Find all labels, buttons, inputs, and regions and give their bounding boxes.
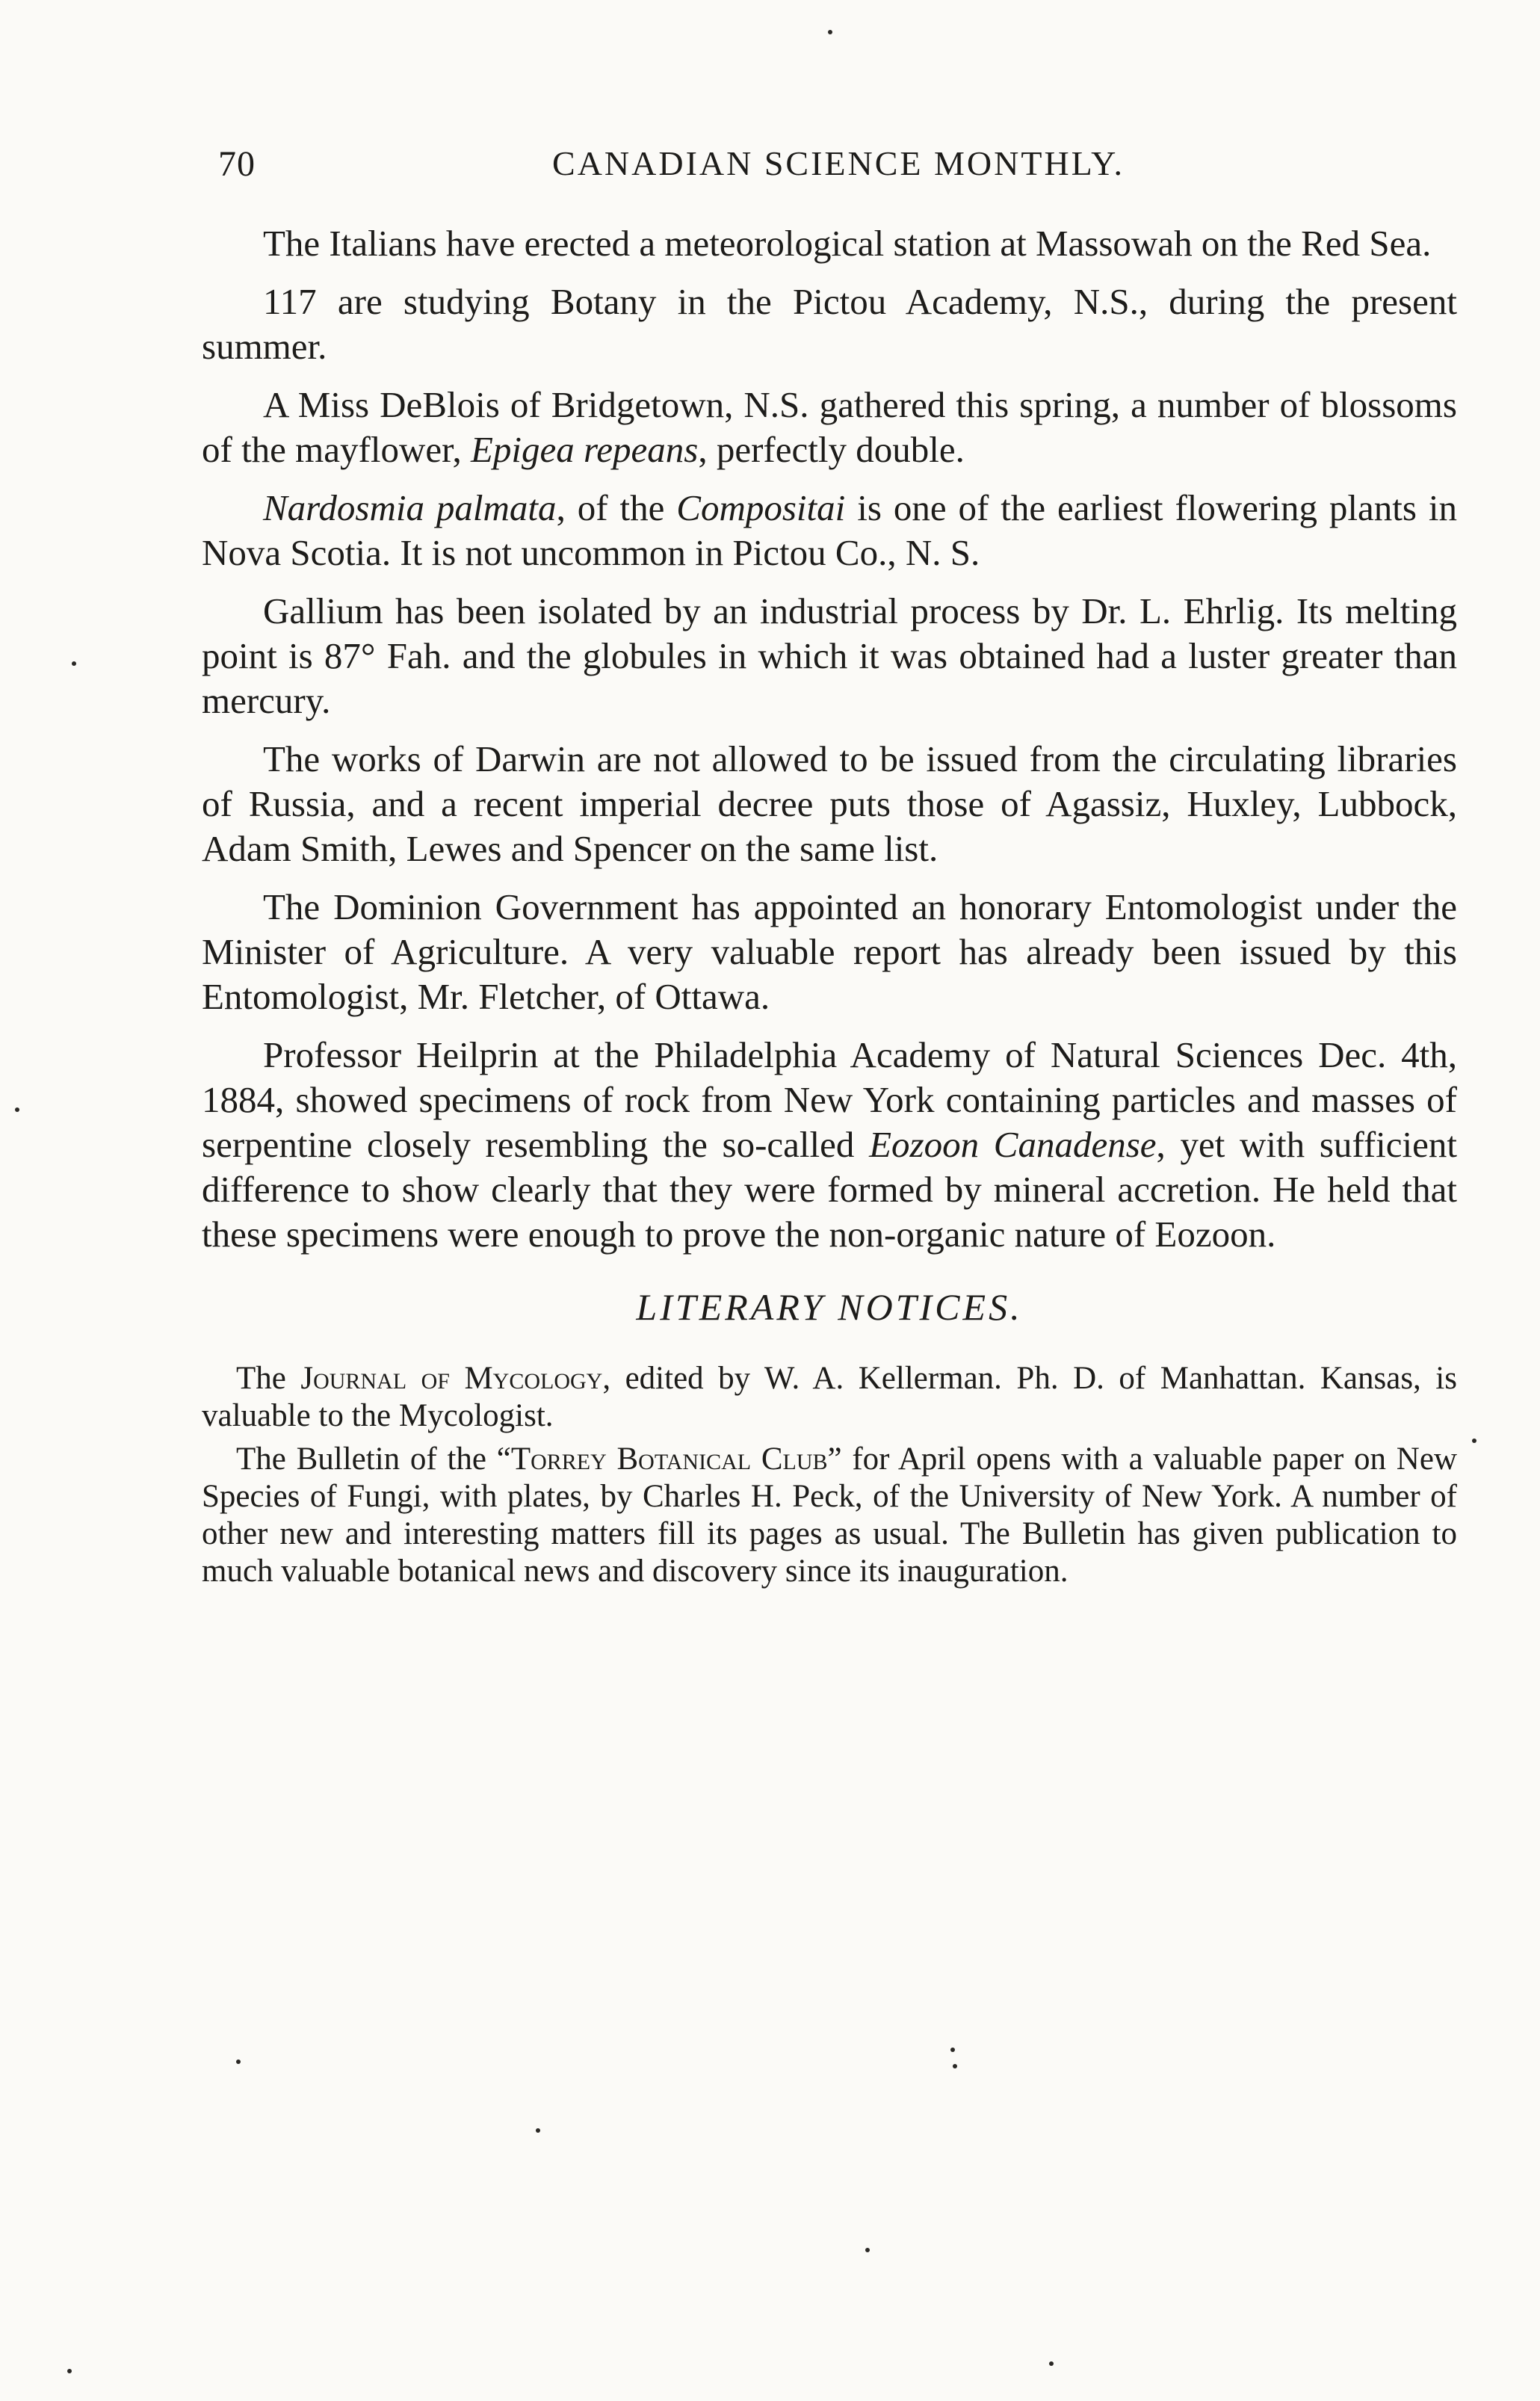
paragraph-gallium: Gallium has been isolated by an industrial process by Dr. L. Ehrlig. Its melting point is 87° Fah. and the globules in which it was obtained had a luster greater than mercury.	[202, 590, 1457, 721]
notice-text: The Bulletin of the “	[236, 1441, 511, 1477]
ink-speck	[15, 1107, 19, 1112]
section-title: LITERARY NOTICES.	[636, 1286, 1023, 1328]
notice-journal-of-mycology	[202, 1360, 1457, 1435]
ink-speck	[536, 2128, 540, 2133]
notice-text: , edited by W. A. Kellerman. Ph. D. of Manhattan. Kansas, is valuable to the Mycologist.	[202, 1361, 1457, 1433]
paragraph-text: , of the	[556, 487, 677, 528]
ink-speck	[236, 2059, 241, 2064]
ink-speck	[828, 30, 832, 34]
ink-speck	[67, 2369, 72, 2373]
paragraph-eozoon	[202, 1033, 1457, 1257]
species-name: Epigea repeans	[470, 429, 699, 470]
ink-speck	[1472, 1439, 1476, 1443]
paragraph-text: , yet with sufficient difference to show clearly that they were formed by mineral accretion. He held that these specimens were enough to prove the non-organic nature of Eozoon.	[202, 1124, 1457, 1255]
paragraph-darwin: The works of Darwin are not allowed to be issued from the circulating libraries of Russia, and a recent imperial decree puts those of Agassiz, Huxley, Lubbock, Adam Smith, Lewes and Spencer on the same list.	[202, 738, 1457, 869]
page-body	[202, 221, 1457, 1596]
family-name: Compositai	[676, 487, 846, 528]
running-title: CANADIAN SCIENCE MONTHLY.	[552, 144, 1125, 182]
paragraph-mayflower	[202, 383, 1457, 472]
ink-speck	[950, 2048, 955, 2052]
ink-speck	[865, 2248, 870, 2252]
paragraph-text: , perfectly double.	[698, 429, 965, 470]
paragraph-nardosmia	[202, 486, 1457, 575]
paragraph-text: A Miss DeBlois of Bridgetown, N.S. gathered this spring, a number of blossoms of the mayflower,	[202, 384, 1457, 470]
notice-text: The	[236, 1361, 301, 1396]
page-number: 70	[218, 144, 256, 184]
ink-speck	[72, 661, 76, 666]
species-name: Eozoon Canadense	[869, 1124, 1157, 1165]
paragraph-massowah: The Italians have erected a meteorological station at Massowah on the Red Sea.	[263, 223, 1432, 264]
notice-text: ” for April opens with a valuable paper on New Species of Fungi, with plates, by Charles H. Peck, of the University of New York. A number of other new and interesting matters fill its pages as usual. The Bulletin has given publication to much valuable botanical news and discovery since its inauguration.	[202, 1441, 1457, 1589]
ink-speck	[953, 2064, 957, 2068]
publication-name: Torrey Botanical Club	[510, 1441, 828, 1477]
paragraph-text: Professor Heilprin at the Philadelphia Academy of Natural Sciences Dec. 4th, 1884, showed specimens of rock from New York containing particles and masses of serpentine closely resembling the so-called	[202, 1034, 1457, 1165]
publication-name: Journal of Mycology	[300, 1361, 603, 1396]
species-name: Nardosmia palmata	[263, 487, 557, 528]
notice-torrey-botanical-club	[202, 1441, 1457, 1590]
paragraph-entomologist: The Dominion Government has appointed an honorary Entomologist under the Minister of Agriculture. A very valuable report has already been issued by this Entomologist, Mr. Fletcher, of Ottawa.	[202, 886, 1457, 1017]
ink-speck	[1049, 2361, 1054, 2366]
paragraph-pictou-academy: 117 are studying Botany in the Pictou Academy, N.S., during the present summer.	[202, 281, 1457, 367]
page-header	[218, 143, 1459, 188]
paragraph-text: is one of the earliest flowering plants in Nova Scotia. It is not uncommon in Pictou Co., N. S.	[202, 487, 1457, 573]
